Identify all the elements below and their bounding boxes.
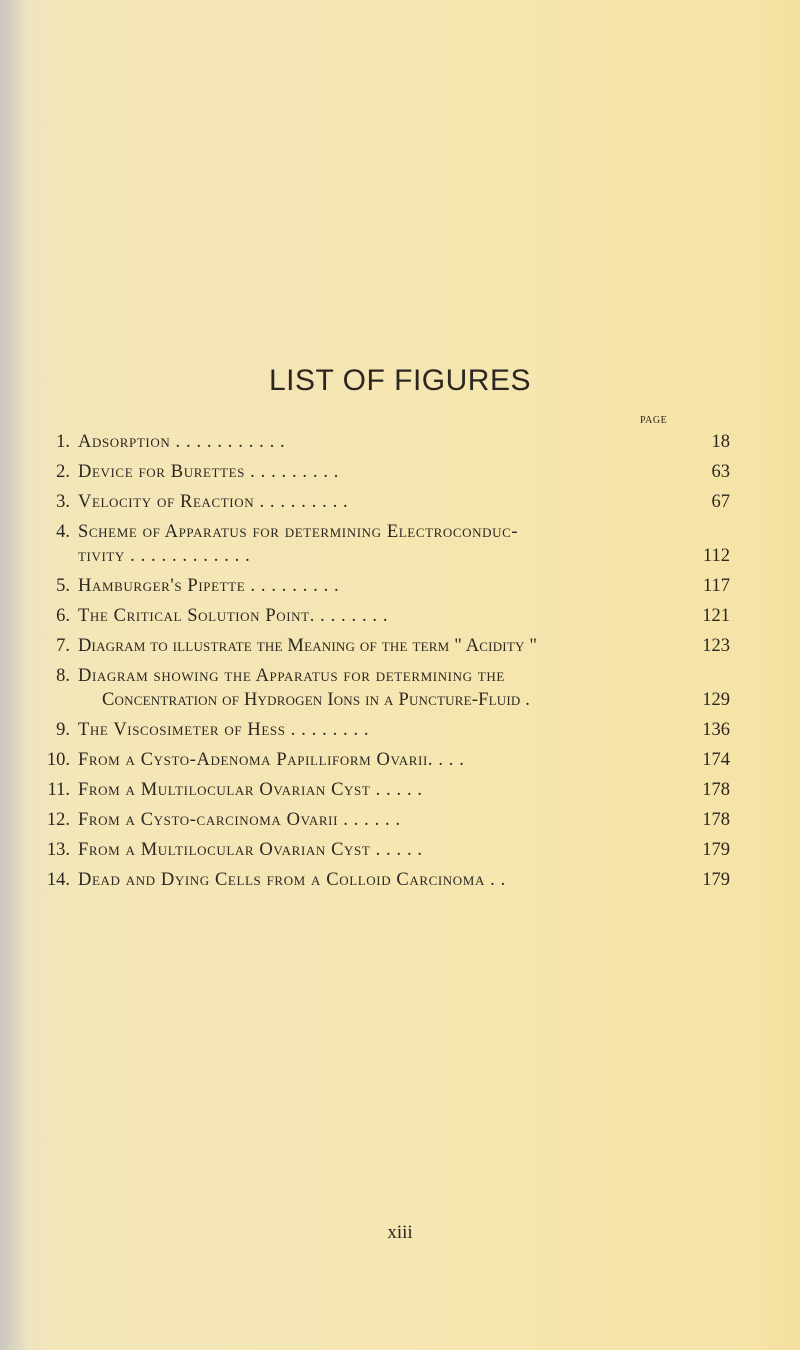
figure-number: 6.	[56, 606, 70, 626]
figure-number: 14.	[46, 870, 70, 890]
figure-title: Scheme of Apparatus for determining Electroconduc-	[78, 522, 519, 542]
page-folio: xiii	[387, 1222, 413, 1243]
figure-title: Hamburger's Pipette . . . . . . . . .	[78, 576, 340, 596]
figure-title: Dead and Dying Cells from a Colloid Carcinoma . .	[78, 870, 506, 890]
figure-title-continued: tivity . . . . . . . . . . . .	[78, 546, 251, 566]
figure-entry	[40, 718, 730, 748]
figure-page: 112	[702, 546, 730, 566]
figure-entry	[40, 604, 730, 634]
figure-page: 179	[702, 840, 730, 860]
figure-entry	[40, 808, 730, 838]
figure-title: From a Multilocular Ovarian Cyst . . . . .	[78, 840, 423, 860]
figure-number: 12.	[46, 810, 70, 830]
figure-number: 10.	[46, 750, 70, 770]
figure-page: 121	[702, 606, 730, 626]
figure-number: 13.	[46, 840, 70, 860]
figure-number: 5.	[56, 576, 70, 596]
page-column-header: PAGE	[640, 415, 668, 426]
figure-number: 2.	[56, 462, 70, 482]
figure-entry	[40, 664, 730, 718]
figure-title: From a Multilocular Ovarian Cyst . . . . .	[78, 780, 423, 800]
figure-title: Adsorption . . . . . . . . . . .	[78, 432, 286, 452]
figure-title: The Critical Solution Point. . . . . . . .	[78, 606, 389, 626]
figure-title: Device for Burettes . . . . . . . . .	[78, 462, 340, 482]
figure-page: 18	[711, 432, 730, 452]
figure-list	[40, 430, 730, 898]
figure-number: 9.	[56, 720, 70, 740]
figure-entry	[40, 574, 730, 604]
figure-page: 63	[711, 462, 730, 482]
figure-entry	[40, 778, 730, 808]
figure-page: 136	[702, 720, 730, 740]
figure-title-continued: Concentration of Hydrogen Ions in a Puncture-Fluid .	[102, 690, 531, 710]
figure-title: Diagram showing the Apparatus for determining the	[78, 666, 505, 686]
figure-page: 178	[702, 810, 730, 830]
figure-number: 1.	[56, 432, 70, 452]
figure-entry	[40, 868, 730, 898]
figure-number: 11.	[47, 780, 70, 800]
figure-page: 178	[702, 780, 730, 800]
figure-entry	[40, 460, 730, 490]
figure-entry	[40, 748, 730, 778]
figure-number: 8.	[56, 666, 70, 686]
figure-entry	[40, 490, 730, 520]
figure-page: 117	[702, 576, 730, 596]
page-title: LIST OF FIGURES	[269, 364, 531, 397]
figure-page: 67	[711, 492, 730, 512]
page-gutter-shadow	[0, 0, 28, 1350]
figure-number: 7.	[56, 636, 70, 656]
figure-page: 123	[702, 636, 730, 656]
figure-title: Diagram to illustrate the Meaning of the term " Acidity "	[78, 636, 538, 656]
figure-entry	[40, 838, 730, 868]
figure-number: 4.	[56, 522, 70, 542]
figure-page: 129	[702, 690, 730, 710]
figure-title: From a Cysto-carcinoma Ovarii . . . . . .	[78, 810, 401, 830]
figure-entry	[40, 430, 730, 460]
figure-number: 3.	[56, 492, 70, 512]
figure-title: Velocity of Reaction . . . . . . . . .	[78, 492, 349, 512]
figure-entry	[40, 634, 730, 664]
figure-page: 174	[702, 750, 730, 770]
figure-entry	[40, 520, 730, 574]
figure-page: 179	[702, 870, 730, 890]
figure-title: From a Cysto-Adenoma Papilliform Ovarii. . . .	[78, 750, 465, 770]
figure-title: The Viscosimeter of Hess . . . . . . . .	[78, 720, 370, 740]
